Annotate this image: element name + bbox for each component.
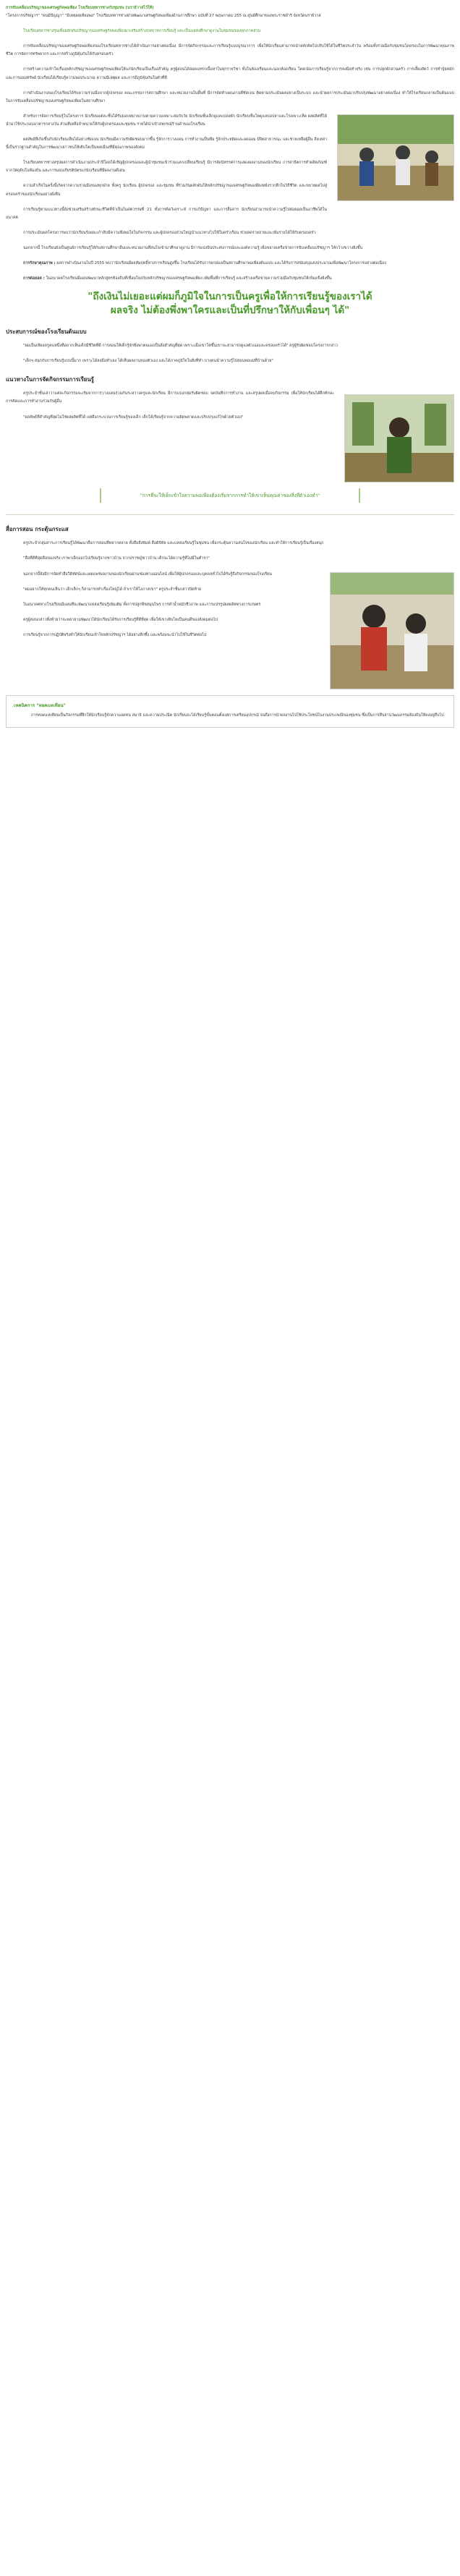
photo-teacher	[344, 394, 454, 483]
photo-students-garden	[337, 114, 454, 201]
paragraph-4: สำหรับการจัดการเรียนรู้ในโครงการ นักเรียนแต่ละชั้นได้รับมอบหมายงานตามความเหมาะสมกับวัย นักเรียนชั้นเล็กดูแลแปลงผัก นักเรียนชั้นโตดูแลบ่อปลาและโรงเพาะเห็ด ผลผลิตที่ได้นำมาใช้ประกอบอาหารกลางวัน ส่วนที่เหลือจำหน่ายให้กับผู้ปกครองและชุมชน รายได้นำเข้าสหกรณ์ร้านค้าของโรงเรียน	[6, 114, 327, 127]
section-3-paragraph-3: นอกจากนี้ยังมีการจัดทำสื่อวีดิทัศน์และเผยแพร่ผลงานของนักเรียนผ่านช่องทางออนไลน์ เพื่อให้ผู้ปกครองและบุคคลทั่วไปได้รับรู้ถึงกิจกรรมของโรงเรียน	[23, 571, 272, 577]
intro-highlight: โรงเรียนทหารช่างรุ่นเพื่อผลักดันปรัชญาของเศรษฐกิจพอเพียงมาเสริมสร้างบทบาทการเรียนรู้ และเป็นแหล่งศึกษาดูงานในชุมชนของทุกภาคส่วน	[23, 29, 261, 34]
paragraph-5: ผลลัพธ์ที่เกิดขึ้นกับนักเรียนเห็นได้อย่างชัดเจน นักเรียนมีความรับผิดชอบมากขึ้น รู้จักการวางแผน การทำงานเป็นทีม รู้จักประหยัดและอดออม มีจิตสาธารณะ และช่วยเหลือผู้อื่น สิ่งเหล่านี้เป็นรากฐานสำคัญในการพัฒนาเยาวชนให้เติบโตเป็นพลเมืองที่มีคุณภาพของสังคม	[6, 137, 327, 150]
section-3-paragraph-6: ครูผู้สอนกล่าวทิ้งท้ายว่าจะพยายามพัฒนาให้นักเรียนได้รับการเรียนรู้ที่ดีที่สุด เพื่อให้เขาเติบโตเป็นคนดีของสังคมต่อไป	[23, 617, 218, 622]
paragraph-quality: การรักษาคุณภาพ : ผลการดำเนินงานในปี 2555 พบว่านักเรียนมีผลสัมฤทธิ์ทางการเรียนสูงขึ้น โรงเรียนได้รับการยกย่องเป็นสถานศึกษาพอเพียงต้นแบบ และได้รับการสนับสนุนงบประมาณเพื่อพัฒนาโครงการอย่างต่อเนื่อง	[23, 260, 386, 265]
section-3-paragraph-5: ในอนาคตทางโรงเรียนมีแผนที่จะพัฒนาแหล่งเรียนรู้เพิ่มเติม ทั้งการปลูกพืชสมุนไพร การทำน้ำหมักชีวภาพ และการแปรรูปผลผลิตทางการเกษตร	[23, 602, 261, 607]
paragraph-8: การเรียนรู้ตามแนวทางนี้ยังช่วยเสริมสร้างทักษะชีวิตที่จำเป็นในศตวรรษที่ 21 ทั้งการคิดวิเคราะห์ การแก้ปัญหา และการสื่อสาร นักเรียนสามารถนำความรู้ไปต่อยอดเป็นอาชีพได้ในอนาคต	[6, 207, 327, 220]
technique-box	[6, 695, 454, 728]
section-3-title: สื่อการสอน กระตุ้นกระแส	[6, 526, 69, 533]
section-1-paragraph-2: "เด็กๆ สนุกกับการเรียนรู้แบบนี้มาก เพราะได้ลงมือทำเอง ได้เห็นผลงานของตัวเอง และได้ภาคภูมิใจในสิ่งที่ทำ บางคนนำความรู้ไปสอนพ่อแม่ที่บ้านด้วย"	[23, 359, 273, 364]
paragraph-1: การขับเคลื่อนปรัชญาของเศรษฐกิจพอเพียงของโรงเรียนทหารช่างได้ดำเนินการอย่างต่อเนื่อง มีการจัดกิจกรรมและการเรียนรู้แบบบูรณาการ เพื่อให้นักเรียนสามารถนำหลักคิดไปปรับใช้ได้ในชีวิตประจำวัน พร้อมทั้งร่วมมือกับชุมชนโดยรอบในการพัฒนาคุณภาพชีวิต การจัดการทรัพยากร และการสร้างภูมิคุ้มกันให้กับครอบครัว	[6, 44, 454, 57]
article-page	[0, 0, 460, 728]
pull-quote-text: "ถึงเงินไม่เยอะแต่ผมก็ภูมิใจในการเป็นครูเพื่อให้การเรียนรู้ของเราได้ผลจริง ไม่ต้องพึ่งพาใครและเป็นที่ปรึกษาให้กับเพื่อนๆ ได้"	[88, 291, 372, 317]
paragraph-9: การประเมินผลโครงการพบว่านักเรียนร้อยละเก้าสิบมีความพึงพอใจในกิจกรรม และผู้ปกครองส่วนใหญ่นำแนวทางไปใช้ในครัวเรือน ช่วยลดรายจ่ายและเพิ่มรายได้ให้กับครอบครัว	[23, 230, 316, 235]
photo-classroom	[330, 572, 454, 689]
paragraph-7: ความสำเร็จในครั้งนี้เกิดจากความร่วมมือของทุกฝ่าย ทั้งครู นักเรียน ผู้ปกครอง และชุมชน ที่ร่วมกันผลักดันให้หลักปรัชญาของเศรษฐกิจพอเพียงหยั่งรากลึกในวิถีชีวิต และขยายผลไปสู่ครอบครัวของนักเรียนอย่างยั่งยืน	[6, 184, 327, 197]
block-quote: "การที่จะให้เด็กเข้าใจความพอเพียงต้องเริ่มจากการทำให้เขาเห็นคุณค่าของสิ่งที่ตัวเองทำ"	[100, 488, 360, 503]
paragraph-10: นอกจากนี้ โรงเรียนยังเป็นศูนย์การเรียนรู้ให้กับสถานศึกษาอื่นและหน่วยงานที่สนใจเข้ามาศึกษาดูงาน มีการแบ่งปันประสบการณ์และองค์ความรู้ เพื่อขยายเครือข่ายการขับเคลื่อนปรัชญาฯ ให้กว้างขวางยิ่งขึ้น	[23, 245, 363, 250]
section-3-paragraph-1: ครูประจำกลุ่มสาระการเรียนรู้ได้พัฒนาสื่อการสอนที่หลากหลาย ทั้งสื่อสิ่งพิมพ์ สื่อดิจิทัล และแหล่งเรียนรู้ในชุมชน เพื่อกระตุ้นความสนใจของนักเรียน และทำให้การเรียนรู้เป็นเรื่องสนุก	[23, 541, 324, 546]
paragraph-6: โรงเรียนทหารช่างสรุปผลการดำเนินงานประจำปีโดยได้เชิญผู้ปกครองและผู้นำชุมชนเข้าร่วมแลกเปลี่ยนเรียนรู้ มีการจัดนิทรรศการแสดงผลงานของนักเรียน การสาธิตการทำผลิตภัณฑ์จากวัตถุดิบในท้องถิ่น และการมอบเกียรติบัตรแก่นักเรียนที่มีผลงานดีเด่น	[6, 161, 327, 174]
lead-link[interactable]: การขับเคลื่อนปรัชญาของเศรษฐกิจพอเพียง โรงเรียนทหารช่างกับชุมชน (นราธิวาสไว้ให้)	[6, 6, 154, 10]
section-3-paragraph-2: "สื่อที่ดีที่สุดคือของจริง เราพาเด็กออกไปเรียนรู้จากชาวบ้าน จากปราชญ์ชาวบ้าน เด็กจะได้ความรู้ที่ไม่มีในตำรา"	[23, 556, 210, 561]
section-3-paragraph-4: "ผมอยากให้ทุกคนเห็นว่า เด็กเล็กๆ ก็สามารถทำเรื่องใหญ่ได้ ถ้าเราให้โอกาสเขา" ครูประจำชั้นกล่าวปิดท้าย	[23, 587, 202, 592]
paragraph-extension: การต่อยอด : ในอนาคตโรงเรียนมีแผนพัฒนาหลักสูตรท้องถิ่นที่เชื่อมโยงกับหลักปรัชญาของเศรษฐกิจพอเพียง เพิ่มพื้นที่การเรียนรู้ และสร้างเครือข่ายความร่วมมือกับชุมชนให้เข้มแข็งยิ่งขึ้น	[23, 276, 332, 281]
paragraph-3: การดำเนินงานของโรงเรียนได้รับความร่วมมือจากผู้ปกครอง คณะกรรมการสถานศึกษา และหน่วยงานในพื้นที่ มีการจัดทำแผนงานที่ชัดเจน ติดตามประเมินผลอย่างเป็นระบบ และนำผลการประเมินมาปรับปรุงพัฒนาอย่างต่อเนื่อง ทำให้โรงเรียนกลายเป็นต้นแบบในการขับเคลื่อนปรัชญาของเศรษฐกิจพอเพียงในสถานศึกษา	[6, 90, 454, 103]
paragraph-2: การสร้างความเข้าใจเรื่องหลักปรัชญาของเศรษฐกิจพอเพียงให้แก่นักเรียนเป็นเรื่องสำคัญ ครูผู้สอนได้สอดแทรกเนื้อหาในทุกรายวิชา ทั้งในห้องเรียนและนอกห้องเรียน โดยเน้นการเรียนรู้จากการลงมือทำจริง เช่น การปลูกผักสวนครัว การเลี้ยงสัตว์ การทำปุ๋ยหมัก และการออมทรัพย์ นักเรียนได้เรียนรู้ความพอประมาณ ความมีเหตุผล และการมีภูมิคุ้มกันในตัวที่ดี	[6, 67, 454, 80]
lead-paragraph: การขับเคลื่อนปรัชญาของเศรษฐกิจพอเพียง โรงเรียนทหารช่างกับชุมชน (นราธิวาสไว้ให้) "โครงการปรัชญาฯ" "คนมีปัญญา" "มีเหตุผลเพียงพอ" โรงเรียนทหารช่างฝ่ายพัฒนาเศรษฐกิจพอเพียงด้านการศึกษา ฉบับที่ 27 พฤษภาคม 255 ณ ศูนย์ศึกษาของพระราชดำริ จังหวัดนราธิวาส	[6, 6, 321, 19]
section-divider	[6, 514, 454, 515]
section-2-paragraph-1: ครูประจำชั้นเล่าว่าแต่ละกิจกรรมจะเริ่มจากการวางแผนร่วมกันระหว่างครูและนักเรียน มีการแบ่งกลุ่มรับผิดชอบ จดบันทึกการทำงาน และสรุปผลเมื่อจบกิจกรรม เพื่อให้นักเรียนได้ฝึกทักษะการคิดและการทำงานร่วมกับผู้อื่น	[6, 391, 334, 404]
section-3-paragraph-7: การเรียนรู้จากการปฏิบัติจริงทำให้นักเรียนเข้าใจหลักปรัชญาฯ ได้อย่างลึกซึ้ง และพร้อมจะนำไปใช้ในชีวิตต่อไป	[23, 632, 207, 637]
section-2-title: แนวทางในการจัดกิจกรรมการเรียนรู้	[6, 376, 94, 383]
technique-box-title: เทคนิคการ "ทอดแหเทียน"	[14, 702, 66, 708]
section-2-paragraph-2: "ผลลัพธ์ที่สำคัญที่สุดไม่ใช่ผลผลิตที่ได้ แต่คือกระบวนการเรียนรู้ของเด็ก เด็กได้เรียนรู้จากความผิดพลาดและปรับปรุงแก้ไขด้วยตัวเอง"	[23, 415, 244, 420]
section-1-paragraph-1: "ผมเป็นเพียงครูคนหนึ่งที่อยากเห็นเด็กมีชีวิตที่ดี การสอนให้เด็กรู้จักพึ่งพาตนเองเป็นสิ่งสำคัญที่สุด เพราะเมื่อเขาโตขึ้นเขาจะสามารถดูแลตัวเองและครอบครัวได้" ครูผู้รับผิดชอบโครงการกล่าว	[23, 344, 338, 349]
pull-quote	[6, 290, 454, 318]
technique-box-text: การทอดแหเทียนเป็นกิจกรรมที่ฝึกให้นักเรียนรู้จักความอดทน สมาธิ และความประณีต นักเรียนจะได้เรียนรู้ขั้นตอนตั้งแต่การเตรียมอุปกรณ์ จนถึงการนำผลงานไปใช้ประโยชน์ในงานประเพณีของชุมชน ซึ่งเป็นการสืบสานวัฒนธรรมท้องถิ่นให้คงอยู่สืบไป	[31, 713, 444, 718]
section-1-title: ประสบการณ์ของโรงเรียนต้นแบบ	[6, 328, 87, 336]
